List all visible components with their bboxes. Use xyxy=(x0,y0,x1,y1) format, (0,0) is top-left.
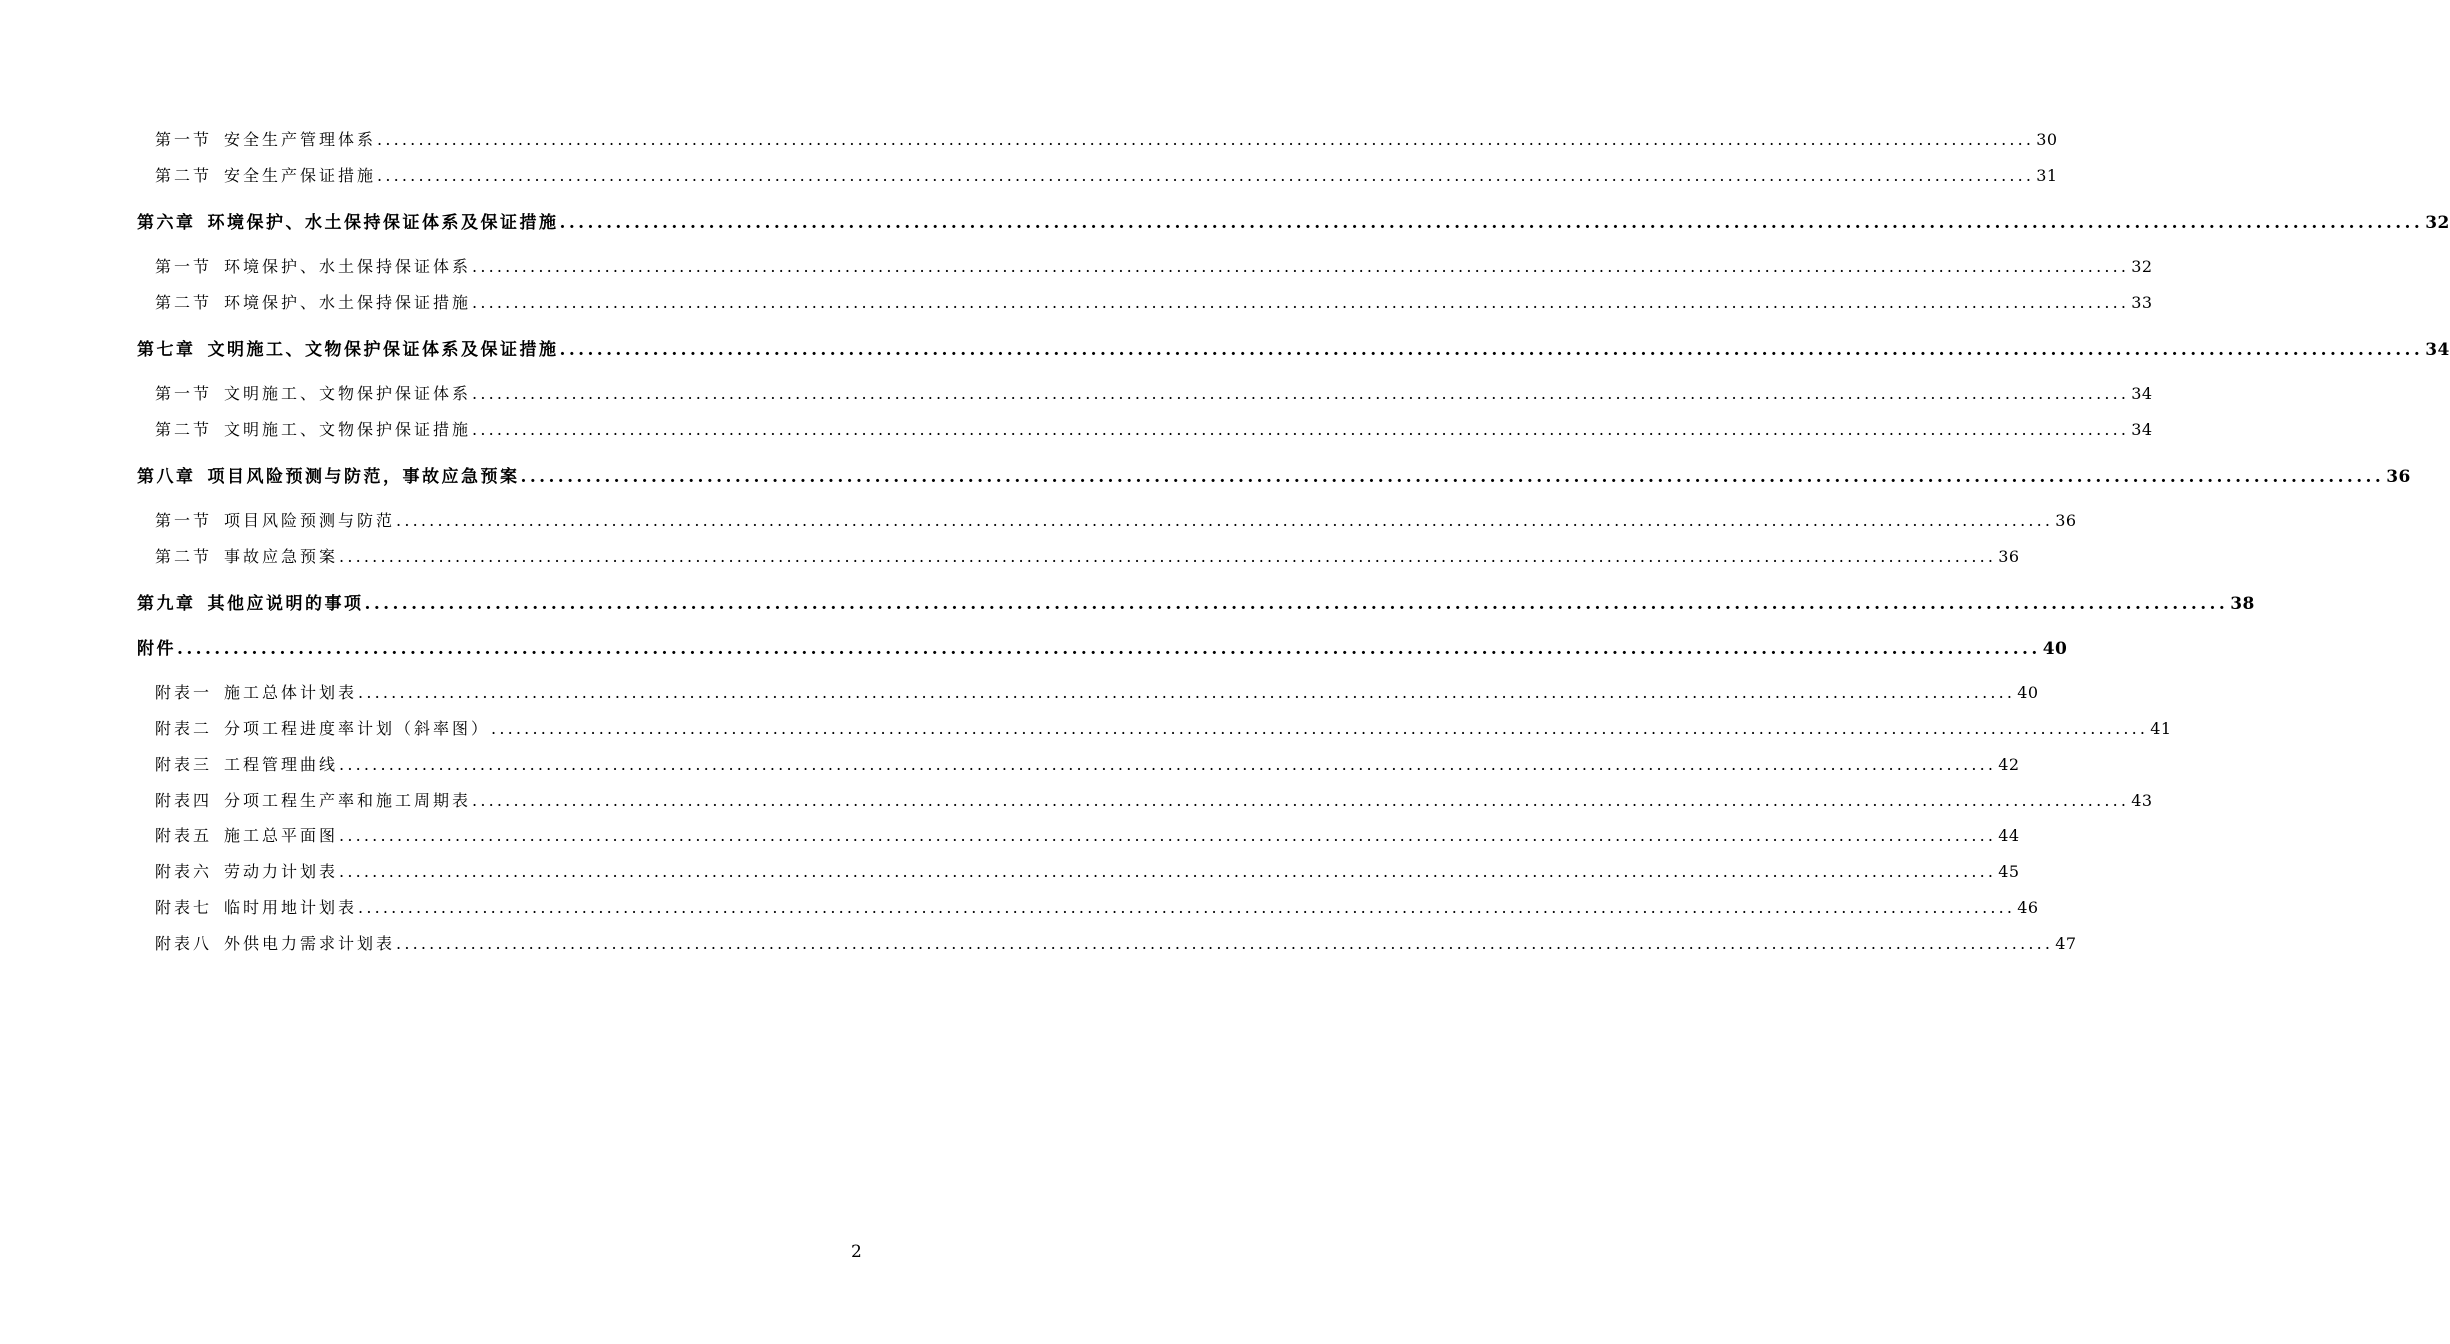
toc-entry-number: 第二节 xyxy=(155,420,213,439)
toc-entry-number: 第八章 xyxy=(137,467,196,487)
toc-chapter-entry[interactable] xyxy=(137,335,2450,360)
toc-leader-dots: ........................................................................................................................................................................................................ xyxy=(396,934,2054,953)
toc-leader-dots: ........................................................................................................................................................................................................ xyxy=(377,166,2035,185)
toc-entry-number: 附表六 xyxy=(155,862,213,881)
toc-leader-dots: ........................................................................................................................................................................................................ xyxy=(339,826,1997,845)
toc-entry-title: 文明施工、文物保护保证体系 xyxy=(224,384,472,403)
toc-entry-page: 42 xyxy=(1998,755,2020,774)
toc-entry-title: 其他应说明的事项 xyxy=(207,594,364,614)
toc-leader-dots: ........................................................................................................................................................................................................ xyxy=(339,755,1997,774)
toc-entry[interactable] xyxy=(155,788,2153,811)
toc-entry-page: 32 xyxy=(2131,257,2153,276)
toc-entry-number: 第九章 xyxy=(137,594,196,614)
toc-chapter-entry[interactable] xyxy=(137,634,2068,659)
toc-entry-page: 34 xyxy=(2131,384,2153,403)
toc-entry[interactable] xyxy=(155,163,2058,186)
toc-leader-dots: ........................................................................................................................................................................................................ xyxy=(472,791,2130,810)
toc-entry-title: 项目风险预测与防范 xyxy=(224,511,396,530)
toc-entry-page: 43 xyxy=(2131,791,2153,810)
toc-leader-dots: ........................................................................................................................................................................................................ xyxy=(339,547,1997,566)
toc-entry[interactable] xyxy=(155,859,2020,882)
toc-entry-number: 第一节 xyxy=(155,384,213,403)
toc-entry-title: 事故应急预案 xyxy=(224,547,339,566)
toc-entry-title: 项目风险预测与防范，事故应急预案 xyxy=(207,467,520,487)
toc-entry-number: 第一节 xyxy=(155,257,213,276)
toc-entry-title: 劳动力计划表 xyxy=(224,862,339,881)
toc-leader-dots: ........................................................................................................................................................................................................ xyxy=(377,130,2035,149)
toc-entry[interactable] xyxy=(155,931,2077,954)
toc-entry-page: 40 xyxy=(2042,639,2068,659)
toc-entry-number: 第一节 xyxy=(155,130,213,149)
toc-entry-title: 文明施工、文物保护保证体系及保证措施 xyxy=(207,340,559,360)
toc-leader-dots: ........................................................................................................................................................................................................ xyxy=(364,594,2229,614)
toc-entry-title: 环境保护、水土保持保证体系及保证措施 xyxy=(207,213,559,233)
toc-leader-dots: ........................................................................................................................................................................................................ xyxy=(472,257,2130,276)
toc-entry[interactable] xyxy=(155,680,2039,703)
toc-entry[interactable] xyxy=(155,716,2172,739)
toc-entry[interactable] xyxy=(155,823,2020,846)
toc-entry[interactable] xyxy=(155,508,2077,531)
toc-entry[interactable] xyxy=(155,127,2058,150)
toc-leader-dots: ........................................................................................................................................................................................................ xyxy=(472,420,2130,439)
toc-leader-dots: ........................................................................................................................................................................................................ xyxy=(358,898,2016,917)
toc-chapter-entry[interactable] xyxy=(137,462,2411,487)
toc-entry-number: 第七章 xyxy=(137,340,196,360)
toc-entry-page: 40 xyxy=(2017,683,2039,702)
toc-entry-page: 36 xyxy=(2386,467,2411,487)
toc-entry-title: 分项工程生产率和施工周期表 xyxy=(224,791,472,810)
toc-entry-title: 附件 xyxy=(137,639,176,659)
toc-chapter-entry[interactable] xyxy=(137,208,2450,233)
toc-leader-dots: ........................................................................................................................................................................................................ xyxy=(491,719,2149,738)
toc-entry[interactable] xyxy=(155,752,2020,775)
toc-entry-title: 环境保护、水土保持保证体系 xyxy=(224,257,472,276)
toc-entry-page: 32 xyxy=(2425,213,2450,233)
toc-entry-number: 附表一 xyxy=(155,683,213,702)
toc-entry-page: 34 xyxy=(2131,420,2153,439)
toc-chapter-entry[interactable] xyxy=(137,589,2255,614)
toc-entry-page: 38 xyxy=(2230,594,2255,614)
toc-entry-page: 44 xyxy=(1998,826,2020,845)
toc-leader-dots: ........................................................................................................................................................................................................ xyxy=(472,293,2130,312)
toc-entry-title: 施工总平面图 xyxy=(224,826,339,845)
toc-leader-dots: ........................................................................................................................................................................................................ xyxy=(177,639,2041,659)
toc-entry[interactable] xyxy=(155,417,2153,440)
toc-entry-title: 工程管理曲线 xyxy=(224,755,339,774)
toc-entry[interactable] xyxy=(155,290,2153,313)
toc-leader-dots: ........................................................................................................................................................................................................ xyxy=(472,384,2130,403)
toc-entry-title: 文明施工、文物保护保证措施 xyxy=(224,420,472,439)
toc-leader-dots: ........................................................................................................................................................................................................ xyxy=(339,862,1997,881)
toc-entry-number: 附表七 xyxy=(155,898,213,917)
toc-entry-title: 分项工程进度率计划（斜率图） xyxy=(224,719,491,738)
toc-entry-title: 安全生产保证措施 xyxy=(224,166,377,185)
toc-entry-number: 第二节 xyxy=(155,547,213,566)
toc-entry[interactable] xyxy=(155,544,2020,567)
toc-leader-dots: ........................................................................................................................................................................................................ xyxy=(358,683,2016,702)
toc-entry-number: 附表四 xyxy=(155,791,213,810)
toc-entry-page: 36 xyxy=(2055,511,2077,530)
toc-entry-number: 第二节 xyxy=(155,293,213,312)
toc-entry-page: 33 xyxy=(2131,293,2153,312)
toc-entry-page: 46 xyxy=(2017,898,2039,917)
toc-entry-number: 附表五 xyxy=(155,826,213,845)
toc-entry-page: 30 xyxy=(2036,130,2058,149)
toc-entry-title: 安全生产管理体系 xyxy=(224,130,377,149)
toc-entry-title: 外供电力需求计划表 xyxy=(224,934,396,953)
toc-entry-number: 附表八 xyxy=(155,934,213,953)
toc-entry-page: 36 xyxy=(1998,547,2020,566)
toc-entry-page: 45 xyxy=(1998,862,2020,881)
toc-entry-number: 第六章 xyxy=(137,213,196,233)
toc-leader-dots: ........................................................................................................................................................................................................ xyxy=(520,467,2385,487)
toc-entry-number: 第二节 xyxy=(155,166,213,185)
toc-entry-page: 34 xyxy=(2425,340,2450,360)
toc-entry[interactable] xyxy=(155,254,2153,277)
toc-entry-title: 施工总体计划表 xyxy=(224,683,358,702)
toc-entry[interactable] xyxy=(155,381,2153,404)
toc-entry-page: 41 xyxy=(2150,719,2172,738)
toc-entry[interactable] xyxy=(155,895,2039,918)
toc-entry-page: 31 xyxy=(2036,166,2058,185)
toc-entry-number: 第一节 xyxy=(155,511,213,530)
toc-entry-page: 47 xyxy=(2055,934,2077,953)
toc-leader-dots: ........................................................................................................................................................................................................ xyxy=(559,213,2424,233)
toc-leader-dots: ........................................................................................................................................................................................................ xyxy=(396,511,2054,530)
toc-entry-number: 附表三 xyxy=(155,755,213,774)
toc-entry-title: 环境保护、水土保持保证措施 xyxy=(224,293,472,312)
page-number: 2 xyxy=(851,1242,862,1262)
toc-leader-dots: ........................................................................................................................................................................................................ xyxy=(559,340,2424,360)
toc-entry-number: 附表二 xyxy=(155,719,213,738)
toc-entry-title: 临时用地计划表 xyxy=(224,898,358,917)
